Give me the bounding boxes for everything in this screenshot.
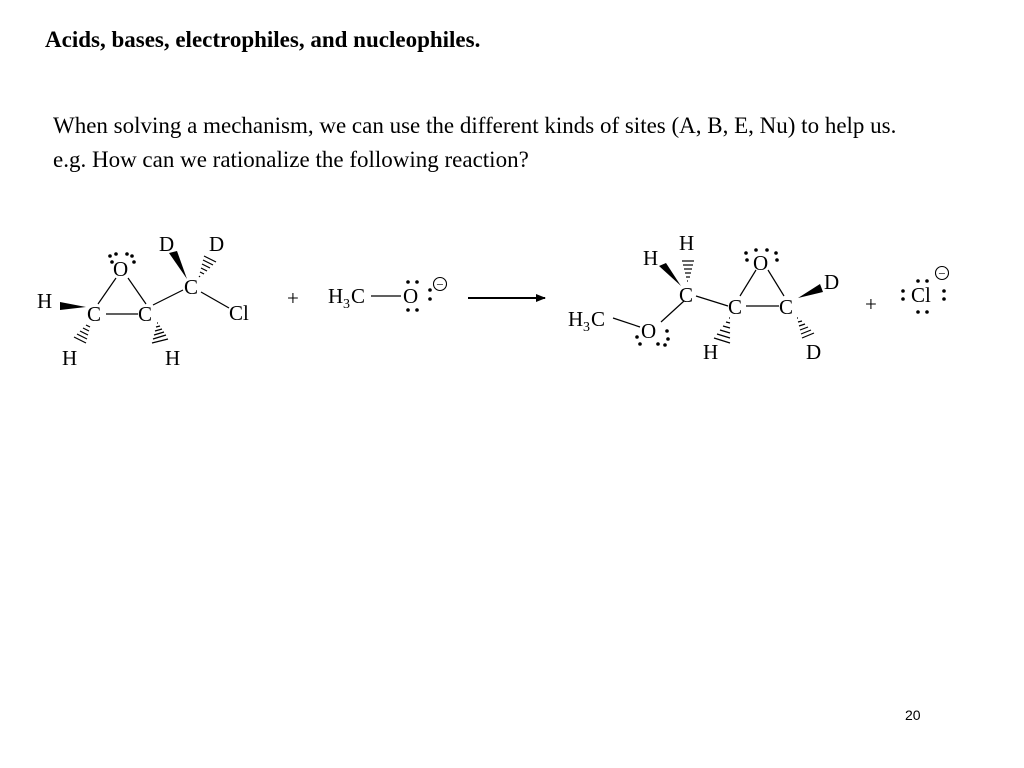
plus-sign: + bbox=[865, 292, 877, 316]
atom-label: H bbox=[703, 340, 719, 364]
atom-label: C bbox=[87, 302, 102, 326]
chloride bbox=[901, 266, 948, 314]
atom-label: H bbox=[328, 284, 344, 308]
atom-label: C bbox=[679, 283, 694, 307]
slide-title: Acids, bases, electrophiles, and nucleophiles. bbox=[45, 27, 481, 52]
atom-label: C bbox=[138, 302, 153, 326]
negative-charge bbox=[434, 277, 447, 292]
atom-label: D bbox=[159, 232, 175, 256]
wedge-bond bbox=[798, 284, 823, 298]
negative-charge bbox=[936, 266, 949, 281]
reactant-epoxide bbox=[37, 232, 249, 370]
hash-bonds bbox=[682, 261, 814, 343]
atom-label: H bbox=[62, 346, 78, 370]
atom-label: C bbox=[779, 295, 794, 319]
atom-label: H bbox=[568, 307, 584, 331]
wedge-bond bbox=[659, 263, 681, 286]
atom-label: C bbox=[351, 284, 366, 308]
atom-label: O bbox=[403, 284, 419, 308]
atom-label: Cl bbox=[229, 301, 249, 325]
atom-label: H bbox=[37, 289, 53, 313]
atom-label: O bbox=[113, 257, 129, 281]
reactant-bonds bbox=[98, 278, 229, 314]
product-epoxide bbox=[568, 231, 839, 364]
atom-label: D bbox=[806, 340, 822, 364]
atom-label: O bbox=[641, 319, 657, 343]
atom-label: D bbox=[209, 232, 225, 256]
charge-symbol: − bbox=[436, 277, 444, 292]
subscript: 3 bbox=[343, 297, 350, 312]
atom-label: H bbox=[643, 246, 659, 270]
product-bonds bbox=[613, 270, 784, 327]
atom-label: C bbox=[184, 275, 199, 299]
atom-label: O bbox=[753, 251, 769, 275]
hash-bonds bbox=[74, 256, 216, 343]
atom-label: H bbox=[679, 231, 695, 255]
body-paragraph: e.g. How can we rationalize the following reaction? bbox=[53, 147, 529, 172]
plus-sign: + bbox=[287, 286, 299, 310]
atom-label: Cl bbox=[911, 283, 931, 307]
charge-symbol: − bbox=[938, 266, 946, 281]
body-paragraph: When solving a mechanism, we can use the different kinds of sites (A, B, E, Nu) to help us. bbox=[53, 113, 897, 138]
atom-label: C bbox=[591, 307, 606, 331]
subscript: 3 bbox=[583, 320, 590, 335]
atom-label: D bbox=[824, 270, 840, 294]
methoxide bbox=[328, 277, 447, 312]
atom-label: C bbox=[728, 295, 743, 319]
page-number: 20 bbox=[905, 707, 921, 723]
atom-label: H bbox=[165, 346, 181, 370]
wedge-bond bbox=[60, 302, 86, 310]
